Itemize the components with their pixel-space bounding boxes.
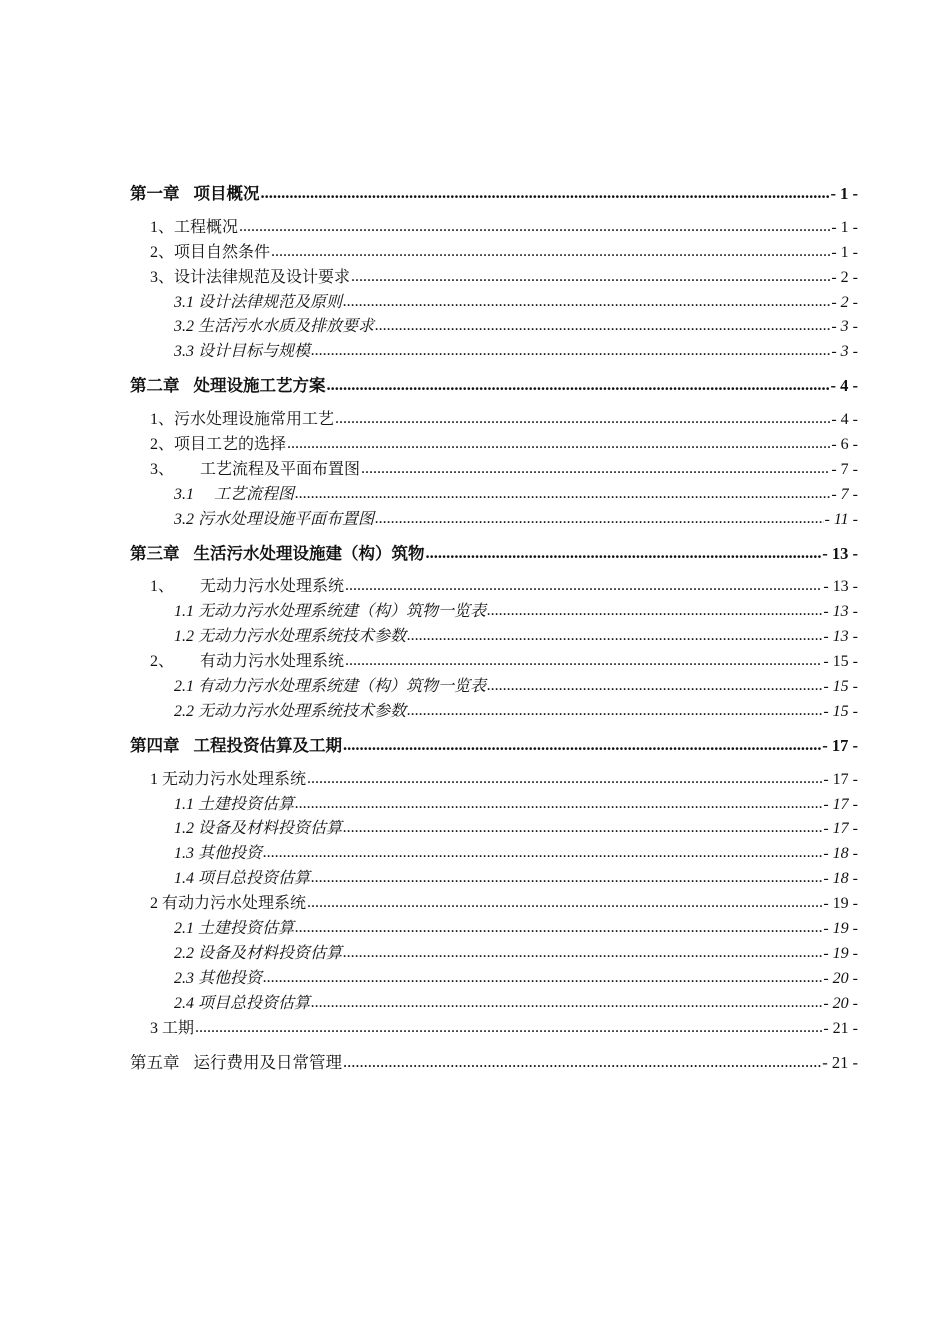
toc-entry[interactable] <box>130 892 858 917</box>
toc-leader-dots <box>295 482 830 507</box>
toc-entry-page: - 17 - <box>823 820 858 838</box>
toc-entry-page: - 21 - <box>823 1019 858 1037</box>
toc-entry-label <box>150 768 306 793</box>
toc-entry-label <box>130 734 342 759</box>
toc-entry-number: 第二章 <box>130 376 180 396</box>
toc-entry[interactable] <box>130 817 858 842</box>
toc-entry-number: 1、 <box>150 218 175 236</box>
toc-entry-label <box>174 625 406 650</box>
toc-entry-number: 2.1 <box>174 678 194 696</box>
toc-entry-title: 有动力污水处理系统 <box>162 895 307 913</box>
toc-leader-dots <box>343 290 830 315</box>
toc-leader-dots <box>295 916 822 941</box>
toc-leader-dots <box>271 240 830 265</box>
toc-entry-title: 生活污水处理设施建（构）筑物 <box>193 543 425 563</box>
toc-entry[interactable] <box>130 942 858 967</box>
toc-leader-dots <box>345 574 822 599</box>
toc-entry-number: 2.2 <box>174 702 194 720</box>
toc-entry-number: 1.4 <box>174 870 194 888</box>
toc-entry-page: - 17 - <box>822 735 858 755</box>
toc-entry-page: - 3 - <box>831 343 858 361</box>
toc-entry-number: 1.2 <box>174 628 194 646</box>
toc-leader-dots <box>407 699 822 724</box>
toc-leader-dots <box>426 541 822 566</box>
toc-entry-number: 2、 <box>150 243 175 261</box>
toc-entry[interactable] <box>130 575 858 600</box>
toc-entry-number: 第三章 <box>130 543 180 563</box>
toc-leader-dots <box>287 432 830 457</box>
toc-entry-label <box>174 867 310 892</box>
toc-leader-dots <box>311 991 822 1016</box>
toc-entry-number: 1、 <box>150 411 175 429</box>
toc-entry-page: - 15 - <box>823 702 858 720</box>
toc-entry[interactable] <box>130 483 858 508</box>
toc-entry-number: 3.1 <box>174 485 194 503</box>
toc-entry-number: 3.1 <box>174 293 194 311</box>
toc-entry[interactable] <box>130 542 858 567</box>
toc-entry-title: 无动力污水处理系统 <box>162 770 307 788</box>
toc-entry-number: 2 <box>150 895 158 913</box>
toc-entry[interactable] <box>130 291 858 316</box>
toc-entry-title: 设计法律规范及原则 <box>198 293 343 311</box>
toc-entry[interactable] <box>130 625 858 650</box>
toc-entry-number: 2.2 <box>174 944 194 962</box>
toc-entry-label <box>174 992 310 1017</box>
toc-entry-number: 2.3 <box>174 969 194 987</box>
toc-entry-label <box>150 892 306 917</box>
toc-entry-page: - 21 - <box>822 1052 858 1072</box>
toc-leader-dots <box>487 674 822 699</box>
toc-entry-label <box>150 575 344 600</box>
toc-entry-number: 1 <box>150 770 158 788</box>
toc-entry-title: 项目概况 <box>193 184 260 203</box>
toc-entry-page: - 13 - <box>823 603 858 621</box>
toc-entry-page: - 6 - <box>831 436 858 454</box>
toc-entry-page: - 20 - <box>823 994 858 1012</box>
toc-entry-label <box>174 817 342 842</box>
toc-entry-title: 设计目标与规模 <box>198 343 311 361</box>
toc-entry[interactable] <box>130 768 858 793</box>
toc-entry[interactable] <box>130 374 858 399</box>
toc-entry[interactable] <box>130 458 858 483</box>
toc-entry-label <box>174 942 342 967</box>
toc-entry-number: 2、 <box>150 653 175 671</box>
toc-entry-label <box>150 458 360 483</box>
toc-entry-number: 2.4 <box>174 994 194 1012</box>
toc-entry-page: - 4 - <box>830 376 858 396</box>
toc-entry-number: 3.2 <box>174 510 194 528</box>
toc-entry-label <box>150 1017 194 1042</box>
toc-entry-title: 无动力污水处理系统 <box>200 578 345 596</box>
toc-entry[interactable] <box>130 793 858 818</box>
toc-entry[interactable] <box>130 433 858 458</box>
toc-entry-page: - 1 - <box>831 218 858 236</box>
toc-leader-dots <box>407 624 822 649</box>
toc-entry-page: - 15 - <box>823 653 858 671</box>
toc-entry-page: - 2 - <box>831 293 858 311</box>
toc-leader-dots <box>311 339 830 364</box>
toc-entry-label <box>130 374 326 399</box>
toc-entry-number: 1、 <box>150 578 175 596</box>
toc-leader-dots <box>327 373 830 398</box>
toc-leader-dots <box>375 507 824 532</box>
toc-entry-title: 生活污水水质及排放要求 <box>198 318 375 336</box>
toc-entry-title: 有动力污水处理系统 <box>200 653 345 671</box>
toc-entry-label <box>174 842 262 867</box>
toc-entry-label <box>174 291 342 316</box>
toc-entry[interactable] <box>130 508 858 533</box>
toc-entry-label <box>150 216 238 241</box>
toc-entry[interactable] <box>130 315 858 340</box>
toc-leader-dots <box>311 866 822 891</box>
toc-entry-title: 工艺流程及平面布置图 <box>200 460 361 478</box>
toc-entry-label <box>130 1051 342 1076</box>
toc-entry-number: 第四章 <box>130 735 180 755</box>
toc-entry-page: - 18 - <box>823 870 858 888</box>
toc-leader-dots <box>295 792 822 817</box>
toc-entry-page: - 13 - <box>823 578 858 596</box>
toc-entry-page: - 18 - <box>823 845 858 863</box>
toc-entry-number: 1.2 <box>174 820 194 838</box>
toc-entry-number: 3、 <box>150 268 175 286</box>
toc-entry-page: - 19 - <box>823 895 858 913</box>
toc-entry-title: 无动力污水处理系统技术参数 <box>198 702 407 720</box>
toc-entry-number: 3.2 <box>174 318 194 336</box>
toc-leader-dots <box>263 841 822 866</box>
toc-entry-label <box>174 600 486 625</box>
toc-entry-title: 工程概况 <box>174 218 239 236</box>
toc-entry[interactable] <box>130 1051 858 1076</box>
toc-entry-number: 1.1 <box>174 795 194 813</box>
toc-entry[interactable] <box>130 992 858 1017</box>
toc-entry-page: - 7 - <box>831 460 858 478</box>
toc-entry-label <box>174 917 294 942</box>
toc-leader-dots <box>343 1050 821 1075</box>
toc-entry[interactable] <box>130 600 858 625</box>
toc-entry[interactable] <box>130 700 858 725</box>
toc-entry[interactable] <box>130 241 858 266</box>
toc-entry[interactable] <box>130 266 858 291</box>
toc-leader-dots <box>351 265 830 290</box>
toc-entry-title: 项目自然条件 <box>174 243 271 261</box>
toc-entry-page: - 2 - <box>831 268 858 286</box>
toc-entry[interactable] <box>130 216 858 241</box>
toc-entry[interactable] <box>130 734 858 759</box>
toc-entry-number: 2、 <box>150 436 175 454</box>
toc-entry-title: 项目总投资估算 <box>198 994 311 1012</box>
toc-entry-title: 土建投资估算 <box>198 920 295 938</box>
toc-entry-title: 工程投资估算及工期 <box>193 735 342 755</box>
toc-entry-page: - 1 - <box>831 243 858 261</box>
toc-entry-number: 3 <box>150 1019 158 1037</box>
toc-entry-title: 设备及材料投资估算 <box>198 944 343 962</box>
toc-leader-dots <box>239 215 830 240</box>
toc-leader-dots <box>343 816 822 841</box>
toc-entry-title: 项目工艺的选择 <box>174 436 287 454</box>
toc-entry[interactable] <box>130 967 858 992</box>
toc-leader-dots <box>335 407 830 432</box>
toc-entry-label <box>174 340 310 365</box>
toc-leader-dots <box>261 181 830 206</box>
toc-entry-title: 无动力污水处理系统技术参数 <box>198 628 407 646</box>
toc-entry-page: - 13 - <box>823 628 858 646</box>
toc-entry-page: - 17 - <box>823 795 858 813</box>
toc-entry-page: - 11 - <box>824 510 858 528</box>
toc-entry-title: 污水处理设施平面布置图 <box>198 510 375 528</box>
toc-leader-dots <box>307 767 822 792</box>
toc-entry-title: 项目总投资估算 <box>198 870 311 888</box>
toc-entry[interactable] <box>130 675 858 700</box>
toc-entry-label <box>150 433 286 458</box>
table-of-contents <box>130 182 858 1075</box>
toc-leader-dots <box>487 599 822 624</box>
toc-entry-page: - 15 - <box>823 678 858 696</box>
toc-entry-page: - 1 - <box>830 184 858 203</box>
toc-entry-label <box>150 408 334 433</box>
toc-entry[interactable] <box>130 1017 858 1042</box>
toc-entry-page: - 13 - <box>822 543 858 563</box>
toc-entry-number: 1.3 <box>174 845 194 863</box>
toc-entry[interactable] <box>130 917 858 942</box>
toc-entry-label <box>150 266 350 291</box>
toc-entry-page: - 17 - <box>823 770 858 788</box>
toc-entry-label <box>130 542 425 567</box>
toc-leader-dots <box>343 941 822 966</box>
toc-entry-label <box>130 182 260 207</box>
toc-entry-title: 污水处理设施常用工艺 <box>174 411 335 429</box>
toc-entry-title: 处理设施工艺方案 <box>193 376 326 396</box>
toc-entry-label <box>174 967 262 992</box>
toc-entry-title: 有动力污水处理系统建（构）筑物一览表 <box>198 678 487 696</box>
toc-entry-title: 土建投资估算 <box>198 795 295 813</box>
toc-entry-title: 运行费用及日常管理 <box>193 1052 342 1072</box>
toc-entry-title: 无动力污水处理系统建（构）筑物一览表 <box>198 603 487 621</box>
toc-entry-label <box>150 650 344 675</box>
toc-entry-label <box>174 700 406 725</box>
toc-entry-page: - 19 - <box>823 944 858 962</box>
toc-entry[interactable] <box>130 650 858 675</box>
toc-entry-label <box>174 675 486 700</box>
toc-entry-number: 1.1 <box>174 603 194 621</box>
toc-entry-title: 设备及材料投资估算 <box>198 820 343 838</box>
toc-entry[interactable] <box>130 182 858 207</box>
toc-entry[interactable] <box>130 842 858 867</box>
toc-entry-page: - 3 - <box>831 318 858 336</box>
toc-entry-label <box>174 483 294 508</box>
toc-entry-title: 设计法律规范及设计要求 <box>174 268 351 286</box>
toc-entry-number: 3.3 <box>174 343 194 361</box>
toc-entry-label <box>174 315 374 340</box>
toc-entry-number: 2.1 <box>174 920 194 938</box>
toc-leader-dots <box>307 891 822 916</box>
toc-entry-label <box>174 793 294 818</box>
toc-entry-title: 工期 <box>162 1019 195 1037</box>
toc-entry[interactable] <box>130 340 858 365</box>
toc-entry-page: - 7 - <box>831 485 858 503</box>
toc-leader-dots <box>345 649 822 674</box>
toc-entry[interactable] <box>130 867 858 892</box>
toc-entry-page: - 4 - <box>831 411 858 429</box>
toc-entry-label <box>174 508 374 533</box>
toc-leader-dots <box>343 733 821 758</box>
toc-entry-title: 其他投资 <box>198 845 263 863</box>
toc-entry-number: 第五章 <box>130 1052 180 1072</box>
toc-entry-number: 第一章 <box>130 184 180 203</box>
toc-entry-title: 其他投资 <box>198 969 263 987</box>
toc-leader-dots <box>263 966 822 991</box>
toc-leader-dots <box>375 314 830 339</box>
toc-leader-dots <box>361 457 830 482</box>
toc-entry[interactable] <box>130 408 858 433</box>
toc-entry-page: - 19 - <box>823 920 858 938</box>
toc-entry-label <box>150 241 270 266</box>
toc-entry-page: - 20 - <box>823 969 858 987</box>
toc-entry-number: 3、 <box>150 460 175 478</box>
toc-leader-dots <box>195 1016 822 1041</box>
toc-entry-title: 工艺流程图 <box>214 485 295 503</box>
